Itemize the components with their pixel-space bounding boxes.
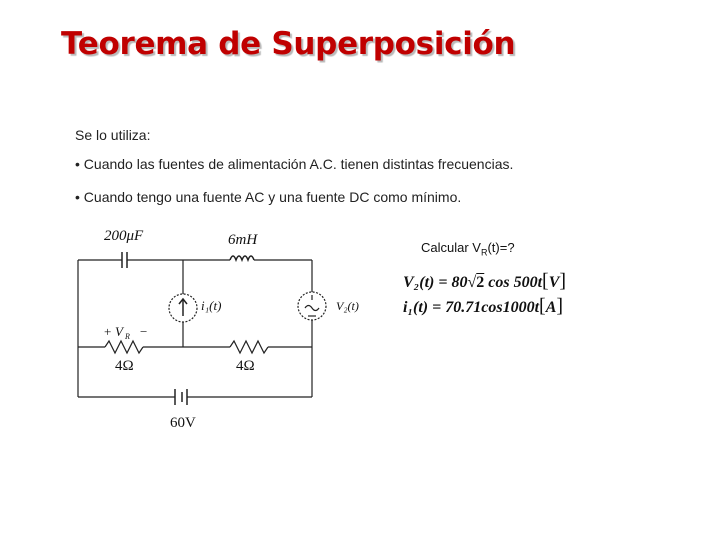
eq1-unit-bracket-open: [ bbox=[542, 270, 549, 292]
current-source-label: i₁(t) bbox=[201, 298, 222, 313]
dc-source-label: 60V bbox=[170, 415, 196, 427]
eq2-unit-bracket-open: [ bbox=[539, 295, 546, 317]
inductor-label: 6mH bbox=[228, 232, 258, 248]
resistor1-label: 4Ω bbox=[115, 358, 134, 374]
eq1-unit-bracket-close: ] bbox=[559, 270, 567, 292]
equation-v2 bbox=[403, 270, 566, 293]
equation-i1 bbox=[403, 295, 563, 318]
eq1-rhs-a: = 80 bbox=[438, 274, 468, 291]
eq2-lhs: i₁(t) bbox=[403, 299, 429, 316]
bullet-item-2: • Cuando tengo una fuente AC y una fuente DC como mínimo. bbox=[75, 189, 462, 205]
sqrt-sign: √ bbox=[467, 274, 477, 291]
vr-label-sub: R bbox=[125, 332, 130, 341]
intro-text: Se lo utiliza: bbox=[75, 127, 151, 143]
eq2-unit-bracket-close: ] bbox=[556, 295, 564, 317]
vr-minus-sign: − bbox=[140, 324, 148, 339]
slide-title: Teorema de Superposición bbox=[61, 26, 516, 62]
calculate-prompt bbox=[421, 240, 515, 258]
resistor2-label: 4Ω bbox=[236, 358, 255, 374]
calculate-suffix: (t)=? bbox=[487, 240, 515, 255]
voltage-source-label: V₂(t) bbox=[336, 299, 359, 313]
eq1-unit: V bbox=[548, 274, 560, 291]
capacitor-label: 200μF bbox=[104, 228, 144, 244]
vr-label: V bbox=[115, 324, 123, 339]
circuit-diagram bbox=[70, 222, 370, 427]
bullet-item-1: • Cuando las fuentes de alimentación A.C. tienen distintas frecuencias. bbox=[75, 156, 514, 172]
eq2-unit: A bbox=[545, 299, 557, 316]
eq1-lhs: V₂(t) bbox=[403, 274, 435, 291]
calculate-sub: R bbox=[480, 247, 488, 258]
sqrt-radicand: 2 bbox=[476, 274, 485, 291]
calculate-prefix: Calcular V bbox=[421, 240, 481, 255]
eq1-rhs-b: cos 500t bbox=[488, 274, 543, 291]
vr-plus-sign: + bbox=[104, 324, 112, 339]
eq2-rhs: = 70.71cos1000t bbox=[432, 299, 540, 316]
